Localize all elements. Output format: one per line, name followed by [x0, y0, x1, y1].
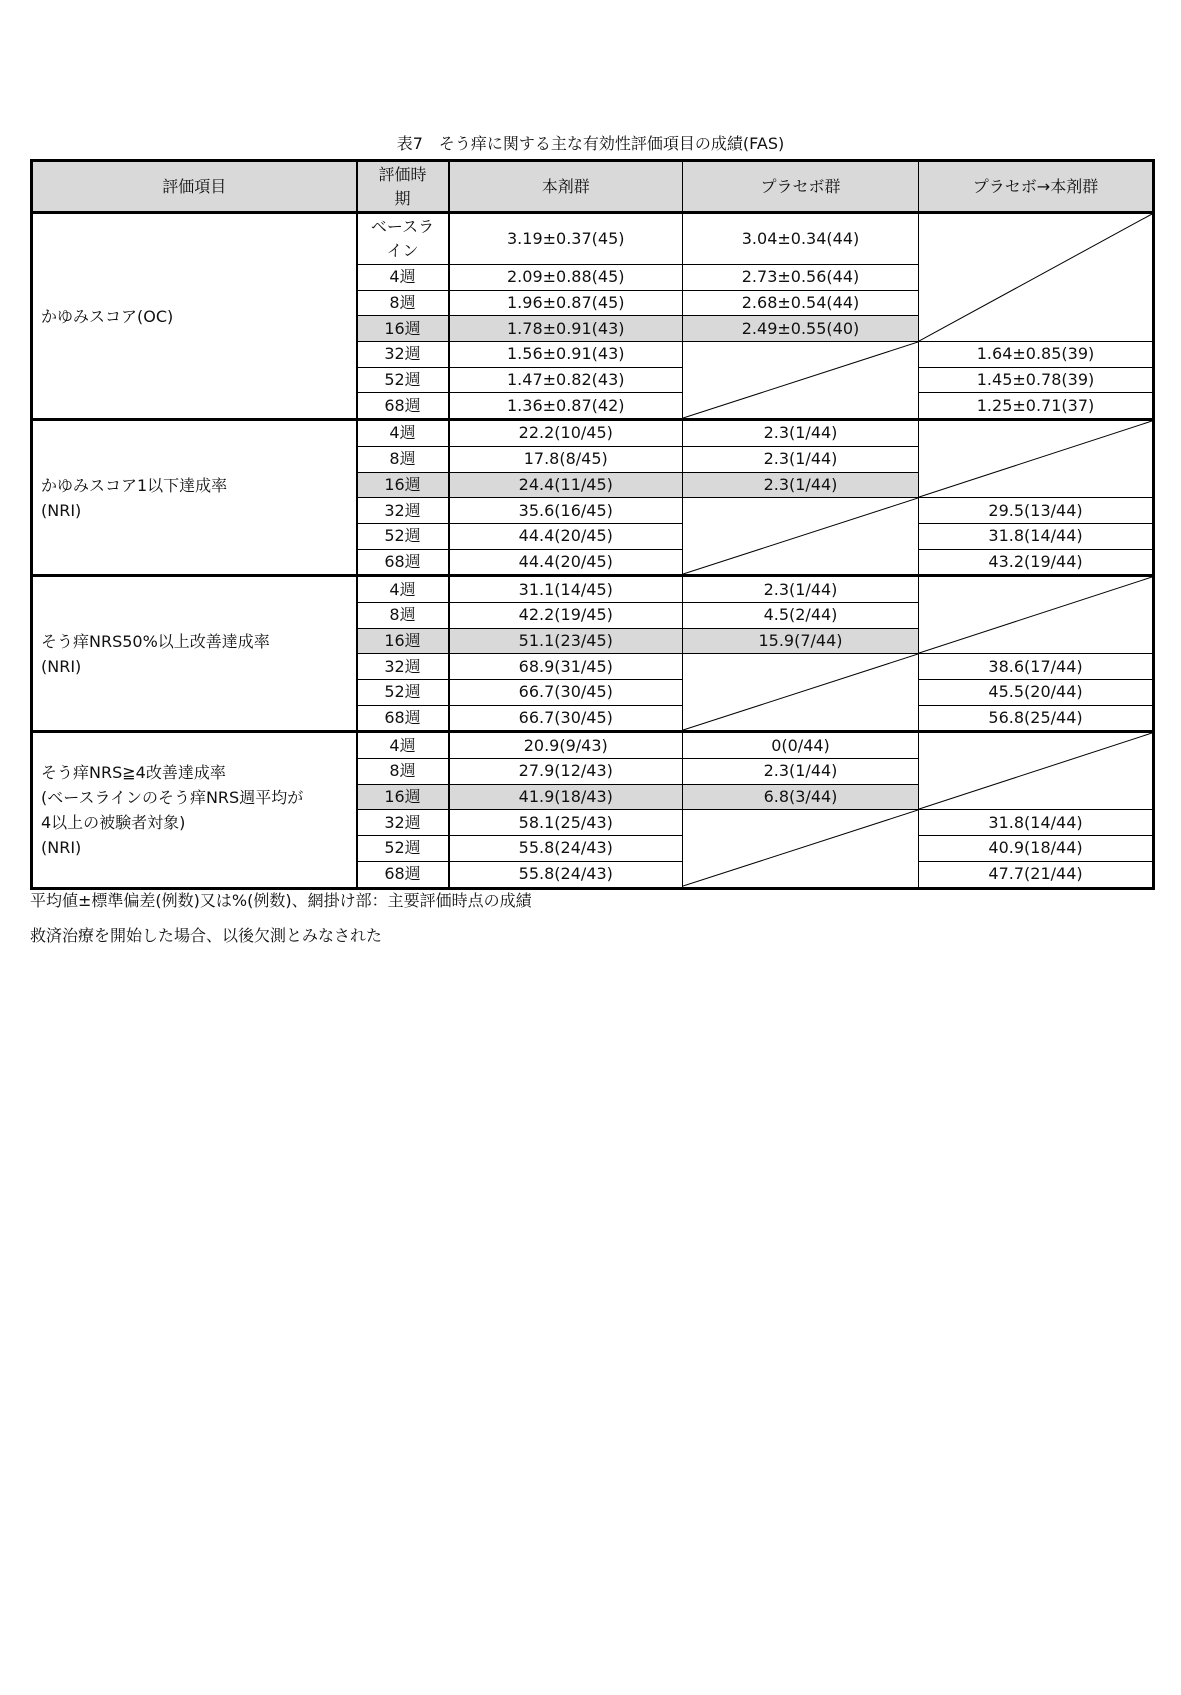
table-row [32, 213, 1154, 265]
drug-cell: 66.7(30/45) [449, 680, 683, 706]
period-cell: 4週 [357, 732, 449, 759]
period-cell: 32週 [357, 810, 449, 836]
placebo-cell: 2.3(1/44) [683, 759, 919, 785]
drug-cell: 35.6(16/45) [449, 498, 683, 524]
section-1 [32, 213, 1154, 420]
period-cell: 8週 [357, 290, 449, 316]
period-cell: 4週 [357, 576, 449, 603]
switch-not-applicable [919, 420, 1154, 498]
item-label [32, 420, 357, 576]
switch-cell: 40.9(18/44) [919, 836, 1154, 862]
header-period: 評価時期 [357, 161, 449, 213]
drug-cell: 44.4(20/45) [449, 523, 683, 549]
switch-cell: 47.7(21/44) [919, 861, 1154, 888]
drug-cell: 1.47±0.82(43) [449, 367, 683, 393]
drug-cell: 55.8(24/43) [449, 836, 683, 862]
switch-cell: 31.8(14/44) [919, 523, 1154, 549]
drug-cell: 3.19±0.37(45) [449, 213, 683, 265]
switch-cell: 56.8(25/44) [919, 705, 1154, 732]
period-cell: 16週 [357, 316, 449, 342]
placebo-cell: 0(0/44) [683, 732, 919, 759]
item-label-line: そう痒NRS≧4改善達成率 [41, 762, 226, 782]
drug-cell: 41.9(18/43) [449, 784, 683, 810]
period-cell: 52週 [357, 367, 449, 393]
placebo-not-applicable [683, 654, 919, 732]
placebo-cell: 2.3(1/44) [683, 576, 919, 603]
drug-cell: 55.8(24/43) [449, 861, 683, 888]
period-cell: 68週 [357, 549, 449, 576]
period-cell: 4週 [357, 420, 449, 447]
switch-cell: 43.2(19/44) [919, 549, 1154, 576]
diagonal-line [683, 342, 918, 418]
drug-cell: 66.7(30/45) [449, 705, 683, 732]
placebo-cell: 2.49±0.55(40) [683, 316, 919, 342]
switch-cell: 31.8(14/44) [919, 810, 1154, 836]
section-3 [32, 576, 1154, 732]
period-cell: 52週 [357, 680, 449, 706]
diagonal-line [683, 498, 918, 574]
placebo-cell: 2.73±0.56(44) [683, 265, 919, 291]
item-label-line: (NRI) [41, 837, 82, 857]
placebo-cell: 2.3(1/44) [683, 420, 919, 447]
item-label-line: (NRI) [41, 500, 82, 520]
section-2 [32, 420, 1154, 576]
header-item: 評価項目 [32, 161, 357, 213]
switch-not-applicable [919, 732, 1154, 810]
period-cell: 32週 [357, 498, 449, 524]
period-cell: 16週 [357, 628, 449, 654]
period-cell: 8週 [357, 759, 449, 785]
header-switch: プラセボ→本剤群 [919, 161, 1154, 213]
period-cell: 16週 [357, 472, 449, 498]
item-label-line: (NRI) [41, 656, 82, 676]
placebo-not-applicable [683, 342, 919, 420]
placebo-not-applicable [683, 810, 919, 888]
header-drug: 本剤群 [449, 161, 683, 213]
table-row [32, 732, 1154, 759]
period-cell: 68週 [357, 705, 449, 732]
period-cell: 16週 [357, 784, 449, 810]
table-row [32, 576, 1154, 603]
period-cell: 52週 [357, 836, 449, 862]
switch-not-applicable [919, 576, 1154, 654]
diagonal-line [919, 577, 1152, 653]
drug-cell: 1.96±0.87(45) [449, 290, 683, 316]
drug-cell: 42.2(19/45) [449, 602, 683, 628]
item-label [32, 213, 357, 420]
header-placebo: プラセボ群 [683, 161, 919, 213]
switch-cell: 38.6(17/44) [919, 654, 1154, 680]
item-label [32, 732, 357, 888]
placebo-cell: 2.68±0.54(44) [683, 290, 919, 316]
period-cell: 32週 [357, 654, 449, 680]
diagonal-line [683, 810, 918, 886]
diagonal-line [919, 214, 1152, 341]
section-4 [32, 732, 1154, 888]
efficacy-table [30, 159, 1155, 890]
item-label-line: そう痒NRS50%以上改善達成率 [41, 631, 270, 651]
item-label-line: 4以上の被験者対象) [41, 812, 186, 832]
switch-cell: 29.5(13/44) [919, 498, 1154, 524]
period-cell: 68週 [357, 861, 449, 888]
period-cell: 4週 [357, 265, 449, 291]
period-cell: 8週 [357, 602, 449, 628]
drug-cell: 68.9(31/45) [449, 654, 683, 680]
placebo-cell: 6.8(3/44) [683, 784, 919, 810]
drug-cell: 44.4(20/45) [449, 549, 683, 576]
header-row [32, 161, 1154, 213]
drug-cell: 1.56±0.91(43) [449, 342, 683, 368]
placebo-cell: 15.9(7/44) [683, 628, 919, 654]
switch-cell: 1.25±0.71(37) [919, 393, 1154, 420]
placebo-cell: 2.3(1/44) [683, 446, 919, 472]
switch-cell: 45.5(20/44) [919, 680, 1154, 706]
diagonal-line [683, 654, 918, 730]
period-cell: 68週 [357, 393, 449, 420]
drug-cell: 1.36±0.87(42) [449, 393, 683, 420]
diagonal-line [919, 733, 1152, 809]
drug-cell: 17.8(8/45) [449, 446, 683, 472]
period-cell: 52週 [357, 523, 449, 549]
period-cell: 32週 [357, 342, 449, 368]
period-cell: 8週 [357, 446, 449, 472]
drug-cell: 51.1(23/45) [449, 628, 683, 654]
placebo-cell: 2.3(1/44) [683, 472, 919, 498]
table-row [32, 420, 1154, 447]
period-cell: ベースライン [357, 213, 449, 265]
placebo-cell: 3.04±0.34(44) [683, 213, 919, 265]
drug-cell: 20.9(9/43) [449, 732, 683, 759]
drug-cell: 58.1(25/43) [449, 810, 683, 836]
item-label [32, 576, 357, 732]
item-label-line: かゆみスコア1以下達成率 [41, 475, 228, 495]
drug-cell: 1.78±0.91(43) [449, 316, 683, 342]
drug-cell: 27.9(12/43) [449, 759, 683, 785]
footnote-2: 救済治療を開始した場合、以後欠測とみなされた [30, 926, 383, 945]
drug-cell: 2.09±0.88(45) [449, 265, 683, 291]
switch-not-applicable [919, 213, 1154, 342]
switch-cell: 1.45±0.78(39) [919, 367, 1154, 393]
placebo-cell: 4.5(2/44) [683, 602, 919, 628]
drug-cell: 31.1(14/45) [449, 576, 683, 603]
item-label-line: (ベースラインのそう痒NRS週平均が [41, 787, 304, 807]
item-label-line: かゆみスコア(OC) [41, 306, 174, 326]
drug-cell: 22.2(10/45) [449, 420, 683, 447]
table-title: 表7 そう痒に関する主な有効性評価項目の成績(FAS) [396, 134, 785, 153]
footnote-1: 平均値±標準偏差(例数)又は%(例数)、網掛け部：主要評価時点の成績 [30, 891, 532, 910]
drug-cell: 24.4(11/45) [449, 472, 683, 498]
placebo-not-applicable [683, 498, 919, 576]
switch-cell: 1.64±0.85(39) [919, 342, 1154, 368]
diagonal-line [919, 421, 1152, 497]
